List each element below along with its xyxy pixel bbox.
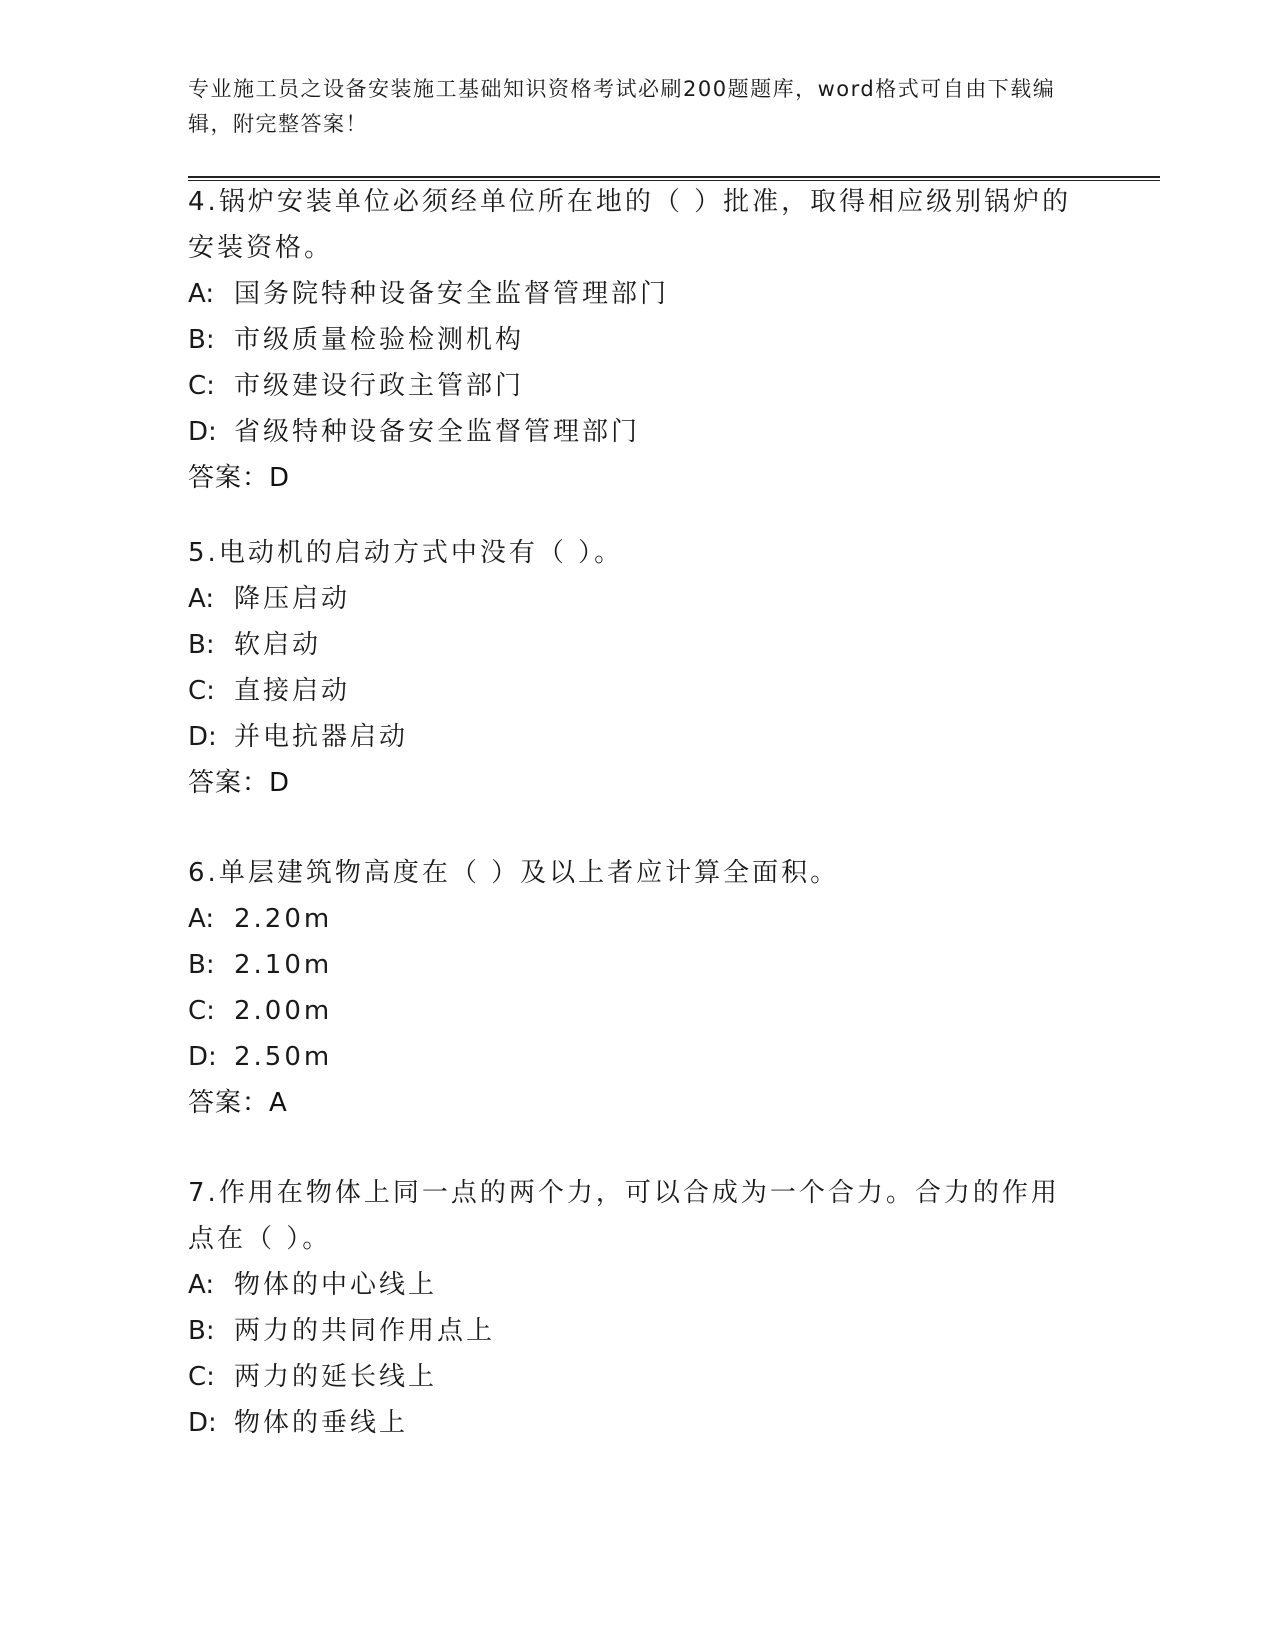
option-text: 市级质量检验检测机构 xyxy=(234,325,525,355)
option-text: 物体的中心线上 xyxy=(234,1270,438,1300)
option-key: C: xyxy=(188,1362,215,1392)
option-b xyxy=(188,1308,1088,1354)
question-text xyxy=(188,179,1088,271)
option-text: 市级建设行政主管部门 xyxy=(234,371,525,401)
option-key: C: xyxy=(188,371,215,401)
question-5 xyxy=(188,530,1088,806)
document-header: 专业施工员之设备安装施工基础知识资格考试必刷200题题库，word格式可自由下载编辑，附完整答案！ xyxy=(188,77,1056,136)
option-a xyxy=(188,271,1088,317)
option-key: A: xyxy=(188,904,215,934)
option-text: 降压启动 xyxy=(234,584,351,614)
option-key: B: xyxy=(188,1316,215,1346)
question-6 xyxy=(188,850,1088,1126)
option-text: 省级特种设备安全监督管理部门 xyxy=(234,417,641,447)
option-a xyxy=(188,896,1088,942)
option-d xyxy=(188,409,1088,455)
option-key: B: xyxy=(188,630,215,660)
option-text: 2.20m xyxy=(234,904,333,934)
option-text: 两力的共同作用点上 xyxy=(234,1316,496,1346)
option-key: B: xyxy=(188,325,215,355)
option-key: A: xyxy=(188,584,215,614)
option-text: 2.00m xyxy=(234,996,333,1026)
question-stem: 作用在物体上同一点的两个力，可以合成为一个合力。合力的作用点在（ ）。 xyxy=(188,1178,1060,1254)
option-b xyxy=(188,942,1088,988)
question-stem: 锅炉安装单位必须经单位所在地的（ ）批准，取得相应级别锅炉的安装资格。 xyxy=(188,187,1072,263)
option-key: A: xyxy=(188,279,215,309)
option-text: 2.10m xyxy=(234,950,333,980)
option-d xyxy=(188,714,1088,760)
question-stem: 单层建筑物高度在（ ）及以上者应计算全面积。 xyxy=(218,858,840,888)
option-key: A: xyxy=(188,1270,215,1300)
question-text xyxy=(188,850,1088,896)
option-key: D: xyxy=(188,722,217,752)
option-d xyxy=(188,1034,1088,1080)
option-text: 2.50m xyxy=(234,1042,333,1072)
option-text: 并电抗器启动 xyxy=(234,722,409,752)
option-text: 直接启动 xyxy=(234,676,351,706)
option-key: B: xyxy=(188,950,215,980)
question-7 xyxy=(188,1170,1088,1446)
option-key: D: xyxy=(188,417,217,447)
option-key: D: xyxy=(188,1408,217,1438)
option-a xyxy=(188,576,1088,622)
question-number: 5. xyxy=(188,538,219,568)
option-a xyxy=(188,1262,1088,1308)
question-text xyxy=(188,530,1088,576)
answer-line: 答案：A xyxy=(188,1088,288,1118)
option-d xyxy=(188,1400,1088,1446)
question-stem: 电动机的启动方式中没有（ ）。 xyxy=(218,538,624,568)
option-text: 软启动 xyxy=(234,630,322,660)
option-b xyxy=(188,317,1088,363)
question-text xyxy=(188,1170,1088,1262)
answer-line: 答案：D xyxy=(188,768,291,798)
option-key: C: xyxy=(188,676,215,706)
question-4 xyxy=(188,179,1088,501)
option-c xyxy=(188,1354,1088,1400)
option-key: C: xyxy=(188,996,215,1026)
option-text: 两力的延长线上 xyxy=(234,1362,438,1392)
question-number: 4. xyxy=(188,187,219,217)
option-text: 国务院特种设备安全监督管理部门 xyxy=(234,279,670,309)
option-c xyxy=(188,988,1088,1034)
option-c xyxy=(188,668,1088,714)
question-number: 6. xyxy=(188,858,219,888)
option-text: 物体的垂线上 xyxy=(234,1408,409,1438)
answer-line: 答案：D xyxy=(188,463,291,493)
option-key: D: xyxy=(188,1042,217,1072)
option-b xyxy=(188,622,1088,668)
option-c xyxy=(188,363,1088,409)
question-number: 7. xyxy=(188,1178,219,1208)
